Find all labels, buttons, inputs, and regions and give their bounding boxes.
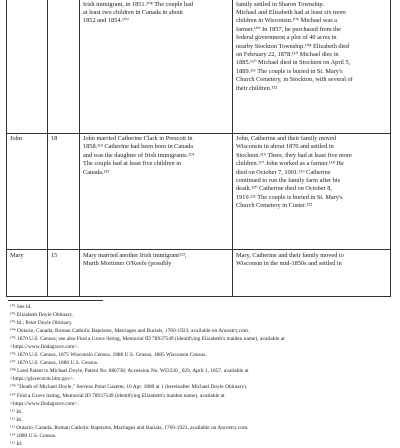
cell-later-life <box>233 250 391 297</box>
text-line: John married Catherine Clark in Prescott in <box>83 135 193 142</box>
cell-marriage <box>80 133 233 250</box>
text-line: Irish immigrant, in 1851.¹⁰⁸ The couple had <box>83 0 194 8</box>
footnote: <https://glorecords.blm.gov>. <box>10 376 75 383</box>
cell-later-life <box>233 133 391 250</box>
table-row <box>7 133 391 250</box>
footnote: <https://www.findagrave.com>. <box>10 400 79 407</box>
footnote: ¹¹⁵ Id. <box>10 440 23 447</box>
footnote: ¹⁰⁵ 1870 U.S. Census; see also Find a Grave listing, Memorial ID 78937549 (identifying Elizabeth's maiden name), available at <box>10 336 285 343</box>
footnote: ¹¹³ Ontario, Canada, Roman Catholic Baptisms, Marriages and Burials, 1760-1923, available on Ancestry.com. <box>10 424 249 431</box>
text-line: Murth Mortimer O'Keefe (possibly <box>83 259 172 267</box>
family-table <box>6 0 391 297</box>
footnote: ¹¹⁰ Find a Grave listing, Memorial ID 78937549 (identifying Elizabeth's maiden name), available at <box>10 392 225 399</box>
cell-marriage <box>80 0 233 133</box>
footnote: ¹¹¹ Id. <box>10 408 23 415</box>
cell-marriage <box>80 250 233 297</box>
footnote: ¹⁰⁸ Land Patent to Michael Doyle, Patent No. 886738, Accession No. WI3330_.029, April 1, 1857, available at <box>10 368 249 375</box>
text-line: John, Catherine and their family moved <box>236 135 337 142</box>
text-line: death.¹²⁰ Catherine died on October 8, <box>236 185 332 193</box>
cell-name: John <box>7 133 48 250</box>
text-line: Church Cemetery, in Stockton, with several of <box>236 76 353 84</box>
text-line: farmer.¹⁰⁷ In 1857, he purchased from the <box>236 25 341 33</box>
footnote: ¹⁰¹ See Id. <box>10 304 32 310</box>
footnote: ¹⁰² Elizabeth Doyle Obituary. <box>10 312 74 319</box>
cell-later-life <box>233 0 391 133</box>
text-line: The couple had at least five children in <box>83 160 182 168</box>
text-line: 1889.¹¹¹ The couple is buried in St. Mary's <box>236 67 343 75</box>
text-line: Church Cemetery in Custer.¹²² <box>236 202 312 210</box>
text-line: their children.¹¹² <box>236 84 277 92</box>
text-line: Canada.¹¹⁵ <box>83 168 110 176</box>
cell-age: 15 <box>48 250 80 297</box>
text-line: children in Wisconsin.¹⁰⁶ Michael was a <box>236 17 338 25</box>
text-line: federal government a plot of 40 acres in <box>236 34 337 42</box>
text-line: Mary married another Irish immigrant¹²³, <box>83 251 187 259</box>
text-line: 1852 and 1854.¹⁰⁹ <box>83 17 129 25</box>
cell-age <box>48 0 80 133</box>
table-row <box>7 0 391 133</box>
text-line: at least two children in Canada in about <box>83 8 183 16</box>
text-line: children.¹¹⁷ John worked as a farmer.¹¹⁸ He <box>236 160 344 168</box>
footnote: <https://www.findagrave.com>. <box>10 344 79 351</box>
text-line: Wisconsin in the mid-1850s and settled in <box>236 259 342 267</box>
text-line: Stockton.¹¹⁶ There, they had at least five more <box>236 151 352 159</box>
cell-age: 18 <box>48 133 80 250</box>
text-line: continued to run the family farm after his <box>236 177 341 185</box>
text-line: Wisconsin in about 1870 and settled in <box>236 143 334 151</box>
text-line: 1885.¹¹⁰ Michael died in Stockton on April 5, <box>236 59 351 67</box>
footnote: ¹⁰³ Id.; Peter Doyle Obituary. <box>10 320 73 327</box>
footnote: ¹⁰⁶ 1870 U.S. Census, 1875 Wisconsin Census, 1880 U.S. Census, 1885 Wisconsin Census. <box>10 352 207 359</box>
footnote-separator <box>8 300 103 301</box>
text-line: Michael and Elizabeth had at least six more <box>236 8 346 16</box>
text-line: 1858.¹¹³ Catherine had been born in Canada <box>83 143 194 151</box>
text-line: 1919.¹²¹ The couple is buried in St. Mary's <box>236 193 343 201</box>
footnote: ¹⁰⁴ Ontario, Canada, Roman Catholic Baptisms, Marriages and Burials, 1760-1923, available on Ancestry.com. <box>10 328 250 335</box>
table-row <box>7 250 391 297</box>
text-line: family settled in Sharon Township. <box>236 0 325 8</box>
footnote: ¹⁰⁷ 1870 U.S. Census, 1880 U.S. Census. <box>10 360 99 367</box>
footnote: ¹¹² Id. <box>10 416 23 423</box>
text-line: Mary, Catherine and their family moved to <box>236 251 344 259</box>
cell-name: Mary <box>7 250 48 297</box>
footnote: ¹¹⁴ 1880 U.S. Census. <box>10 432 57 439</box>
text-line: nearby Stockton Township.¹⁰⁸ Elizabeth died <box>236 42 350 50</box>
text-line: and was the daughter of Irish immigrants.¹¹⁴ <box>83 151 195 159</box>
footnote: ¹⁰⁹ "Death of Michael Doyle," Stevens Point Gazette, 10 Apr. 1889 at 1 (hereinafter Michael Doyle Obituary). <box>10 384 248 391</box>
text-line: on February 22, 1878.¹¹⁰ Michael dies in <box>236 50 339 58</box>
text-line: died on October 7, 1901.¹¹⁹ Catherine <box>236 168 331 176</box>
footnotes <box>10 303 392 448</box>
cell-name <box>7 0 48 133</box>
